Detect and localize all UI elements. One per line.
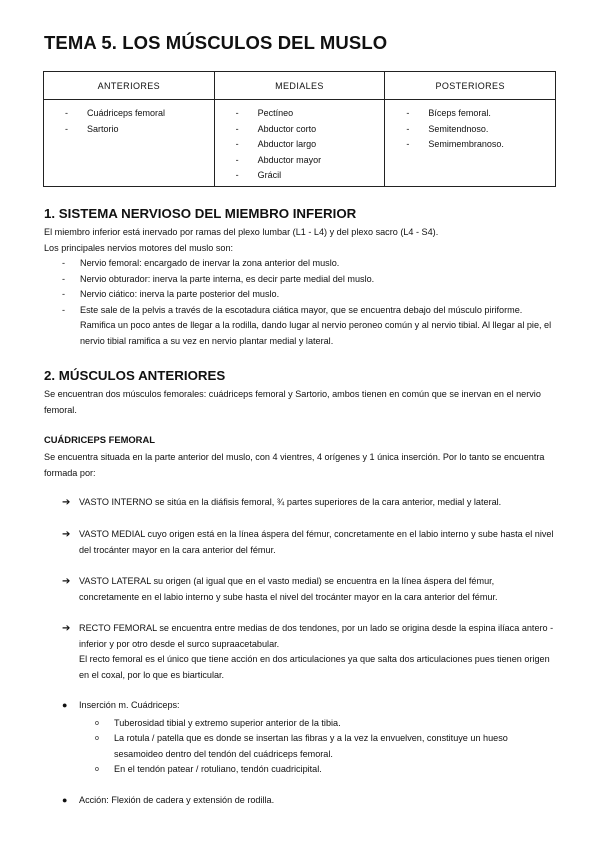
section-2-heading: 2. MÚSCULOS ANTERIORES — [44, 368, 226, 383]
list-item: - Bíceps femoral. — [385, 106, 555, 122]
list-item: - Nervio obturador: inerva la parte interna, es decir parte medial del muslo. — [44, 272, 556, 288]
list-item: - Grácil — [215, 168, 385, 184]
list-item: - Semitendnoso. — [385, 122, 555, 138]
list-item: - Este sale de la pelvis a través de la escotadura ciática mayor, que se encuentra debajo del músculo piriforme. Ramifica un poco antes de llegar a la rodilla, dando lugar al nervio peroneo común y al nervio tibial. Al llegar al pie, el nervio tibial ramifica a su vez en nervio plantar medial y lateral. — [44, 303, 556, 350]
header-mediales: MEDIALES — [214, 72, 385, 100]
accion-text: Acción: Flexión de cadera y extensión de rodilla. — [79, 795, 275, 805]
list-item: - Nervio femoral: encargado de inervar la zona anterior del muslo. — [44, 256, 556, 272]
vasto-interno-item: ➔ VASTO INTERNO se sitúa en la diáfisis femoral, ¾ partes superiores de la cara anterior, medial y lateral. — [62, 495, 556, 511]
muscle-groups-table — [43, 71, 556, 187]
list-item: o La rotula / patella que es donde se insertan las fibras y a la vez la envuelven, constituye un hueso sesamoideo dentro del tendón del cuádriceps femoral. — [62, 731, 556, 762]
arrow-icon: ➔ — [62, 497, 71, 508]
cell-posteriores — [385, 100, 556, 187]
arrow-icon: ➔ — [62, 529, 71, 540]
insercion-item — [62, 698, 556, 778]
cuadriceps-intro: Se encuentra situada en la parte anterior del muslo, con 4 vientres, 4 orígenes y 1 única inserción. Por lo tanto se encuentra formada por: — [44, 452, 545, 478]
recto-femoral-item: ➔ RECTO FEMORAL se encuentra entre medias de dos tendones, por un lado se origina desde la espina ilíaca antero - inferior y por otro desde el surco supraacetabular. El recto femoral es el único que tiene acción en dos articulaciones ya que salta dos articulaciones pues tienen origen en el coxal, por lo que es biarticular. — [62, 621, 556, 683]
list-item: o En el tendón patear / rotuliano, tendón cuadricipital. — [62, 762, 556, 778]
bullet-icon: ● — [62, 795, 68, 805]
insercion-label: Inserción m. Cuádriceps: — [79, 700, 180, 710]
cuadriceps-heading: CUÁDRICEPS FEMORAL — [44, 434, 155, 445]
cell-anteriores — [44, 100, 215, 187]
section-1-heading: 1. SISTEMA NERVIOSO DEL MIEMBRO INFERIOR — [44, 206, 357, 221]
arrow-icon: ➔ — [62, 576, 71, 587]
recto-femoral-extra: El recto femoral es el único que tiene acción en dos articulaciones ya que salta dos articulaciones pues tienen origen en el coxal, por lo que es biarticular. — [79, 654, 550, 680]
list-item: - Nervio ciático: inerva la parte posterior del muslo. — [44, 287, 556, 303]
section-1-intro-line1: El miembro inferior está inervado por ramas del plexo lumbar (L1 - L4) y del plexo sacro (L4 - S4). — [44, 227, 439, 237]
list-item: - Pectíneo — [215, 106, 385, 122]
header-posteriores: POSTERIORES — [385, 72, 556, 100]
vasto-medial-item: ➔ VASTO MEDIAL cuyo origen está en la línea áspera del fémur, concretamente en el labio interno y sube hasta el nivel del trocánter mayor en la cara anterior del fémur. — [62, 529, 554, 555]
accion-item — [62, 793, 556, 809]
list-item: - Semimembranoso. — [385, 137, 555, 153]
cell-mediales — [214, 100, 385, 187]
list-item: - Abductor largo — [215, 137, 385, 153]
arrow-icon: ➔ — [62, 623, 71, 634]
list-item: - Cuádriceps femoral — [44, 106, 214, 122]
header-anteriores: ANTERIORES — [44, 72, 215, 100]
vasto-lateral-item: ➔ VASTO LATERAL su origen (al igual que en el vasto medial) se encuentra en la línea áspera del fémur, concretamente en el labio interno y sube hasta el nivel del trocánter mayor en la cara anterior del fémur. — [62, 576, 498, 602]
section-1-intro-line2: Los principales nervios motores del muslo son: — [44, 243, 234, 253]
insercion-list — [62, 716, 556, 778]
list-item: - Abductor corto — [215, 122, 385, 138]
list-item: - Sartorio — [44, 122, 214, 138]
section-2-intro: Se encuentran dos músculos femorales: cuádriceps femoral y Sartorio, ambos tienen en común que se inervan en el nervio femoral. — [44, 389, 541, 415]
nerve-list — [44, 256, 556, 350]
page-title: TEMA 5. LOS MÚSCULOS DEL MUSLO — [44, 32, 388, 53]
list-item: - Abductor mayor — [215, 153, 385, 169]
bullet-icon: ● — [62, 700, 68, 710]
list-item: o Tuberosidad tibial y extremo superior anterior de la tibia. — [62, 716, 556, 732]
